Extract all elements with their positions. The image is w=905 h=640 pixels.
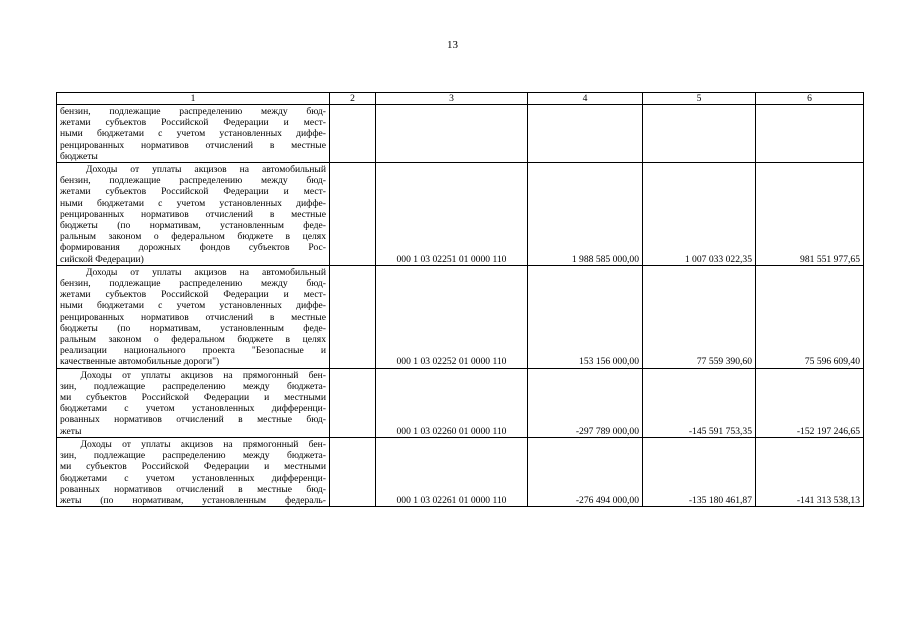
column-header: 3 <box>376 93 528 105</box>
revenue-description <box>57 105 330 163</box>
description-line: сийской Федерации) <box>60 253 144 265</box>
description-line: ральным законом о федеральном бюджете в целях <box>60 334 326 346</box>
description-line: бензин, подлежащие распределению между бюд- <box>60 106 326 117</box>
description-line: бюджетами с учетом установленных дифференци- <box>60 403 326 415</box>
description-line: ными бюджетами с учетом установленных диффе- <box>60 128 326 140</box>
description-line: качественные автомобильные дороги") <box>60 356 220 368</box>
description-line: ми субъектов Российской Федерации и местными <box>60 461 326 473</box>
budget-code: 000 1 03 02260 01 0000 110 <box>376 368 528 437</box>
table-row <box>57 105 864 163</box>
empty-cell <box>330 265 376 368</box>
amount-col5: 1 007 033 022,35 <box>643 163 756 266</box>
amount-col5: 77 559 390,60 <box>643 265 756 368</box>
empty-cell <box>330 368 376 437</box>
revenue-description <box>57 163 330 266</box>
description-line: Доходы от уплаты акцизов на прямогонный бен- <box>60 438 326 450</box>
description-line: ренцированных нормативов отчислений в местные <box>60 139 326 151</box>
description-line: жетами субъектов Российской Федерации и мест- <box>60 186 326 198</box>
description-line: жеты <box>60 425 82 437</box>
budget-code <box>376 105 528 163</box>
column-header: 6 <box>756 93 864 105</box>
budget-code: 000 1 03 02251 01 0000 110 <box>376 163 528 266</box>
description-line: зин, подлежащие распределению между бюджета- <box>60 380 326 392</box>
column-header: 4 <box>528 93 643 105</box>
table-row <box>57 437 864 506</box>
amount-col4: 153 156 000,00 <box>528 265 643 368</box>
description-line: ральным законом о федеральном бюджете в целях <box>60 231 326 243</box>
amount-col5 <box>643 105 756 163</box>
column-header: 5 <box>643 93 756 105</box>
amount-col6 <box>756 105 864 163</box>
amount-col4: -276 494 000,00 <box>528 437 643 506</box>
description-line: жеты (по нормативам, установленным федераль- <box>60 494 326 506</box>
description-line: бензин, подлежащие распределению между бюд- <box>60 175 326 187</box>
description-line: формирования дорожных фондов субъектов Рос- <box>60 242 326 254</box>
description-line: ными бюджетами с учетом установленных диффе- <box>60 197 326 209</box>
amount-col4: -297 789 000,00 <box>528 368 643 437</box>
amount-col5: -135 180 461,87 <box>643 437 756 506</box>
description-line: бюджеты (по нормативам, установленным феде- <box>60 220 326 232</box>
description-line: ренцированных нормативов отчислений в местные <box>60 208 326 220</box>
description-line: жетами субъектов Российской Федерации и мест- <box>60 117 326 129</box>
table-row <box>57 368 864 437</box>
description-line: Доходы от уплаты акцизов на автомобильный <box>60 266 326 278</box>
empty-cell <box>330 105 376 163</box>
budget-revenue-table <box>56 92 864 507</box>
description-line: зин, подлежащие распределению между бюджета- <box>60 450 326 462</box>
amount-col6: -152 197 246,65 <box>756 368 864 437</box>
description-line: жетами субъектов Российской Федерации и мест- <box>60 289 326 301</box>
revenue-description <box>57 437 330 506</box>
description-line: бюджеты <box>60 150 98 162</box>
table-header-row <box>57 93 864 105</box>
description-line: реализации национального проекта "Безопасные и <box>60 345 326 357</box>
description-line: Доходы от уплаты акцизов на автомобильный <box>60 164 326 176</box>
amount-col4: 1 988 585 000,00 <box>528 163 643 266</box>
revenue-description <box>57 368 330 437</box>
table-row <box>57 265 864 368</box>
description-line: рованных нормативов отчислений в местные бюд- <box>60 483 326 495</box>
amount-col6: 981 551 977,65 <box>756 163 864 266</box>
description-line: ренцированных нормативов отчислений в местные <box>60 311 326 323</box>
amount-col4 <box>528 105 643 163</box>
amount-col6: 75 596 609,40 <box>756 265 864 368</box>
description-line: Доходы от уплаты акцизов на прямогонный бен- <box>60 369 326 381</box>
description-line: ми субъектов Российской Федерации и местными <box>60 392 326 404</box>
description-line: бензин, подлежащие распределению между бюд- <box>60 278 326 290</box>
revenue-description <box>57 265 330 368</box>
budget-code: 000 1 03 02252 01 0000 110 <box>376 265 528 368</box>
description-line: ными бюджетами с учетом установленных диффе- <box>60 300 326 312</box>
budget-code: 000 1 03 02261 01 0000 110 <box>376 437 528 506</box>
amount-col5: -145 591 753,35 <box>643 368 756 437</box>
empty-cell <box>330 437 376 506</box>
page-number: 13 <box>447 39 458 51</box>
description-line: бюджетами с учетом установленных дифференци- <box>60 472 326 484</box>
amount-col6: -141 313 538,13 <box>756 437 864 506</box>
description-line: бюджеты (по нормативам, установленным феде- <box>60 322 326 334</box>
description-line: рованных нормативов отчислений в местные бюд- <box>60 414 326 426</box>
empty-cell <box>330 163 376 266</box>
column-header: 2 <box>330 93 376 105</box>
table-row <box>57 163 864 266</box>
column-header: 1 <box>57 93 330 105</box>
